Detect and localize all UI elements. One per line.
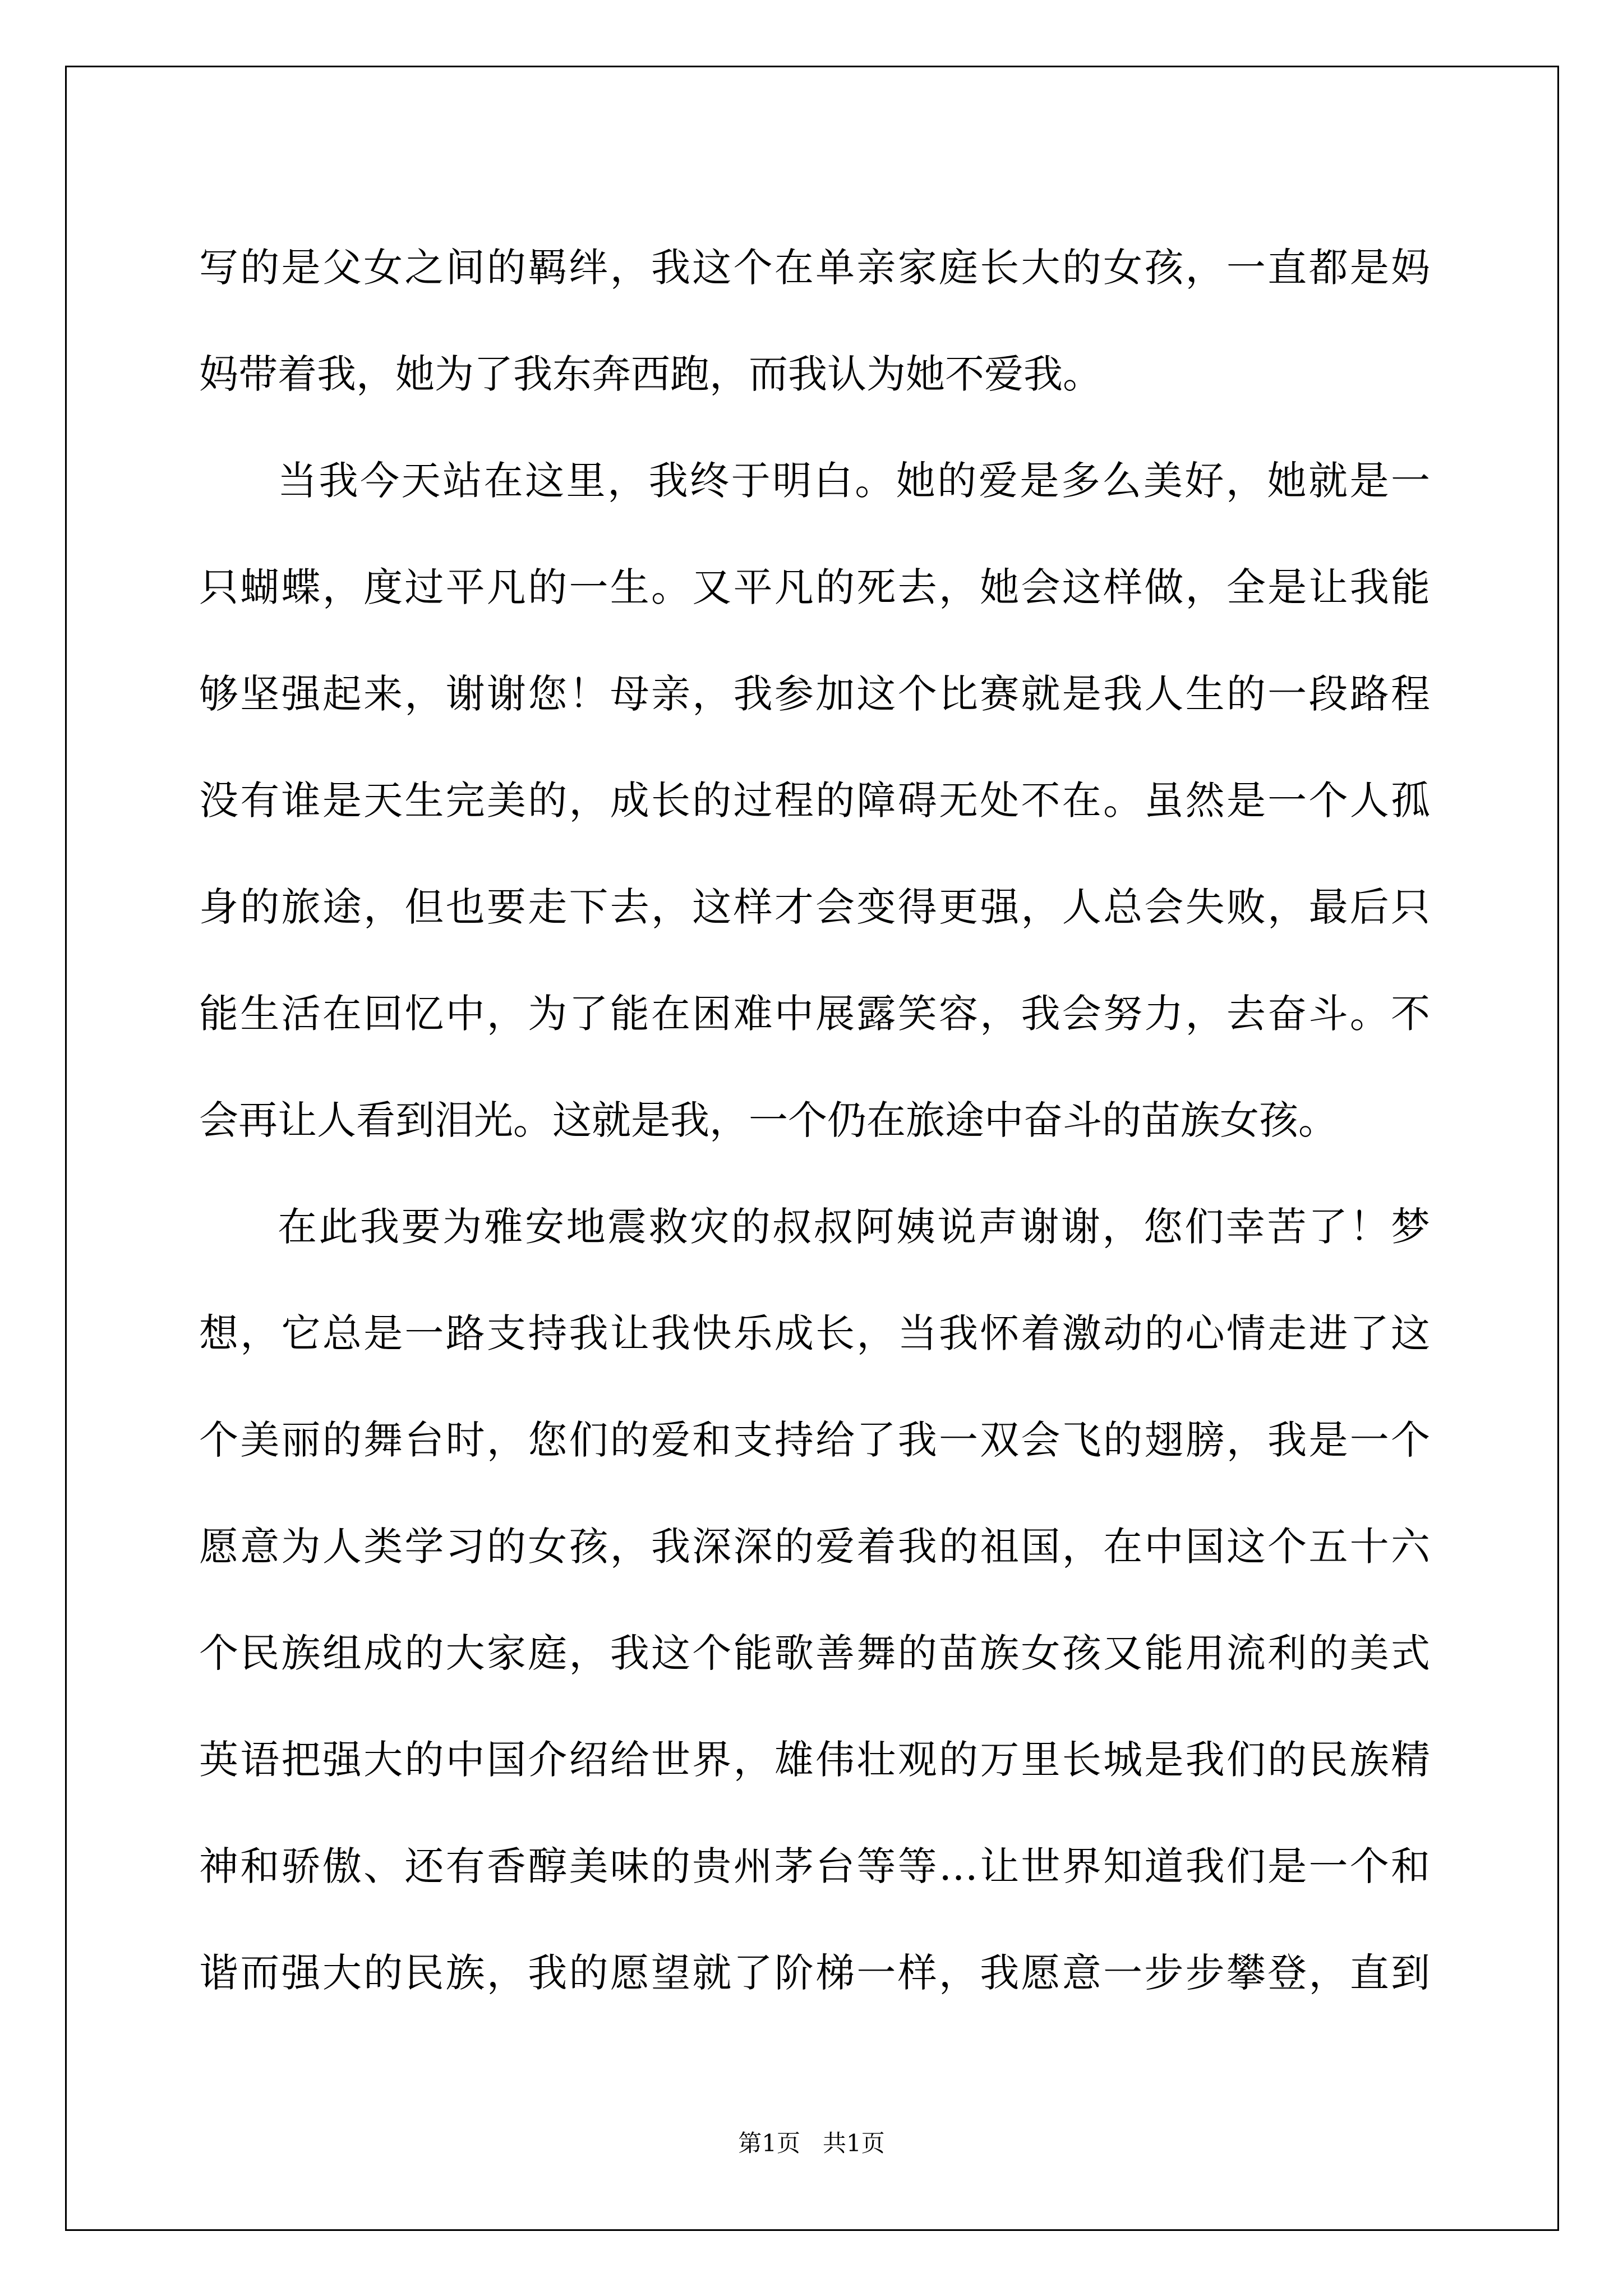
text-line: 神和骄傲、还有香醇美味的贵州茅台等等…让世界知道我们是一个和 bbox=[199, 1843, 1430, 1889]
text-line: 够坚强起来，谢谢您！母亲，我参加这个比赛就是我人生的一段路程 bbox=[199, 671, 1430, 717]
text-line: 没有谁是天生完美的，成长的过程的障碍无处不在。虽然是一个人孤 bbox=[199, 777, 1430, 823]
text-line: 会再让人看到泪光。这就是我，一个仍在旅途中奋斗的苗族女孩。 bbox=[199, 1097, 1338, 1143]
document-body bbox=[199, 214, 1430, 2026]
text-line: 妈带着我，她为了我东奔西跑，而我认为她不爱我。 bbox=[199, 351, 1102, 397]
text-line: 写的是父女之间的羁绊，我这个在单亲家庭长大的女孩，一直都是妈 bbox=[199, 245, 1430, 291]
text-line: 愿意为人类学习的女孩，我深深的爱着我的祖国，在中国这个五十六 bbox=[199, 1524, 1430, 1570]
text-line: 谐而强大的民族，我的愿望就了阶梯一样，我愿意一步步攀登，直到 bbox=[199, 1950, 1430, 1996]
text-line: 身的旅途，但也要走下去，这样才会变得更强，人总会失败，最后只 bbox=[199, 884, 1430, 930]
paragraph-first-line: 当我今天站在这里，我终于明白。她的爱是多么美好，她就是一 bbox=[278, 458, 1430, 504]
text-line: 想，它总是一路支持我让我快乐成长，当我怀着激动的心情走进了这 bbox=[199, 1310, 1430, 1356]
text-line: 个美丽的舞台时，您们的爱和支持给了我一双会飞的翅膀，我是一个 bbox=[199, 1417, 1430, 1463]
text-line: 英语把强大的中国介绍给世界，雄伟壮观的万里长城是我们的民族精 bbox=[199, 1737, 1430, 1783]
text-line: 个民族组成的大家庭，我这个能歌善舞的苗族女孩又能用流利的美式 bbox=[199, 1630, 1430, 1676]
text-line: 只蝴蝶，度过平凡的一生。又平凡的死去，她会这样做，全是让我能 bbox=[199, 564, 1430, 610]
text-line: 能生活在回忆中，为了能在困难中展露笑容，我会努力，去奋斗。不 bbox=[199, 991, 1430, 1037]
paragraph-first-line: 在此我要为雅安地震救灾的叔叔阿姨说声谢谢，您们幸苦了！梦 bbox=[278, 1204, 1430, 1250]
page-footer: 第1页 共1页 bbox=[738, 2129, 885, 2157]
